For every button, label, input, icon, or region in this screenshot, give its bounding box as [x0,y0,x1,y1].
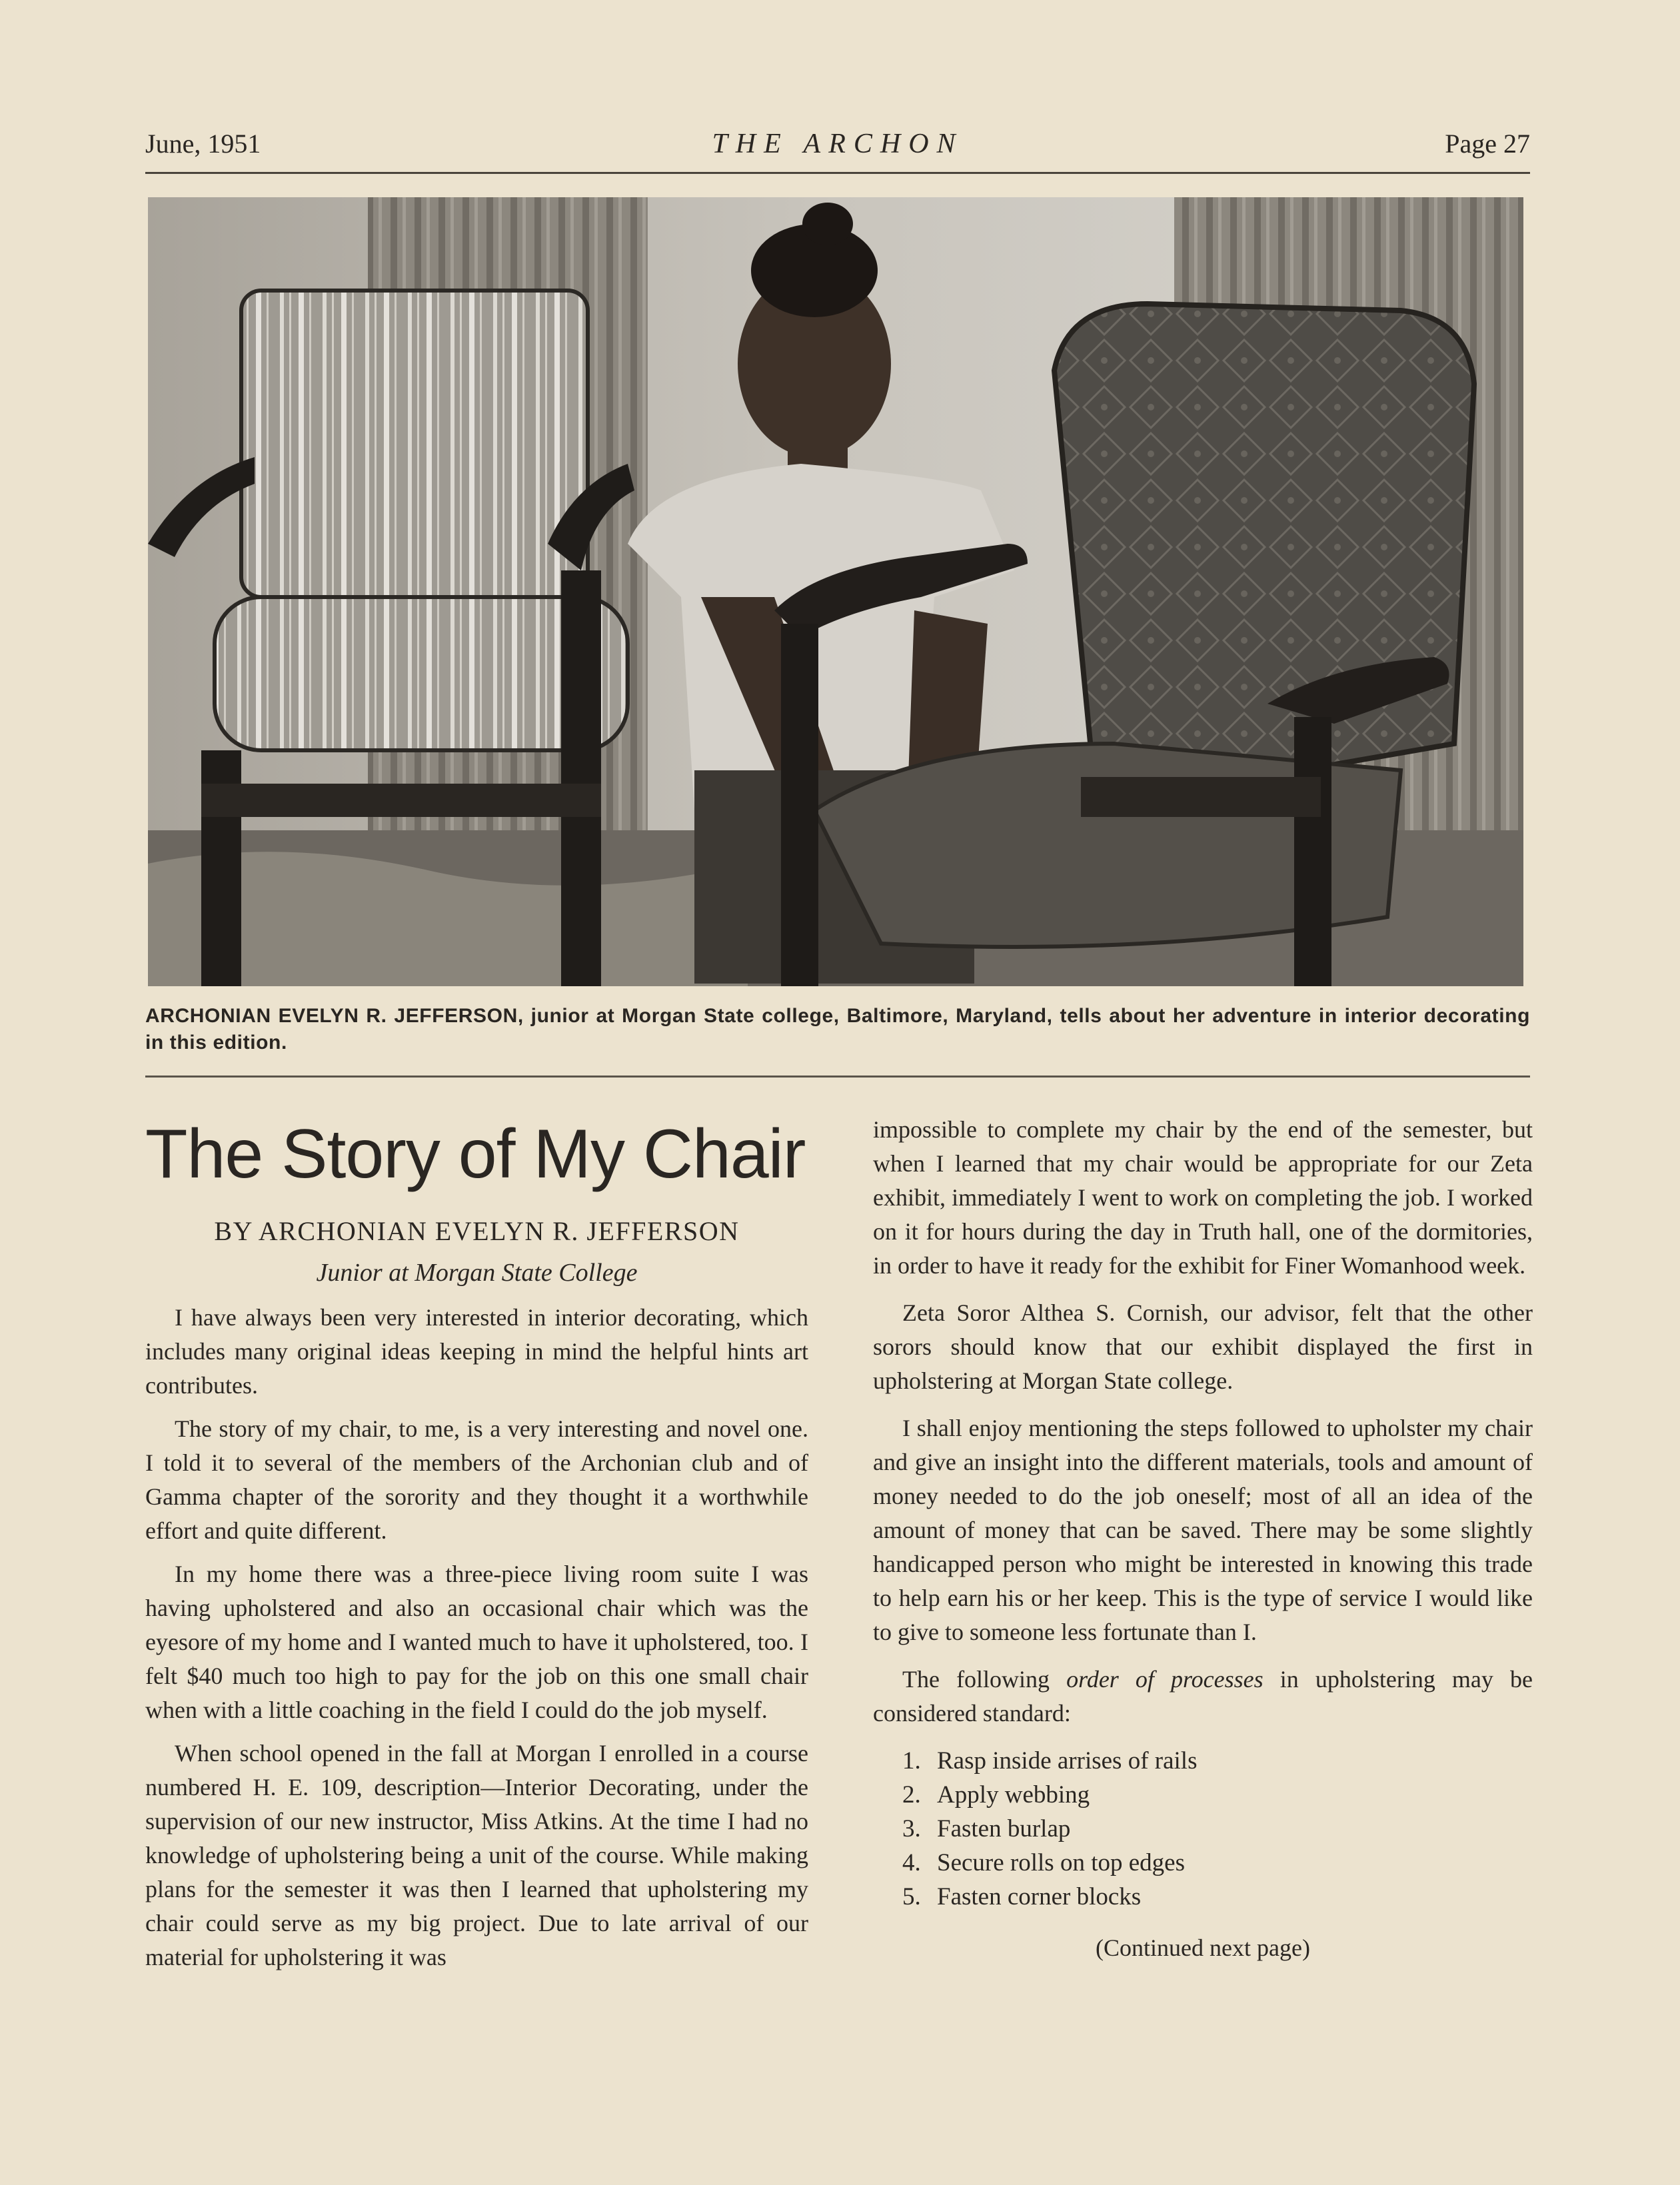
caption-rule [145,1076,1530,1078]
step-number: 2. [902,1781,921,1809]
paragraph: I have always been very interested in interior decorating, which includes many original ideas keeping in mind the helpful hints art contributes. [145,1304,808,1399]
left-column [145,1107,808,1984]
intro-emphasis: order of processes [1066,1666,1263,1693]
header-rule [145,172,1530,174]
step-number: 4. [902,1849,921,1876]
continued-note: (Continued next page) [1096,1934,1310,1961]
paragraph: The story of my chair, to me, is a very interesting and novel one. I told it to several of the members of the Archonian club and of Gamma chapter of the sorority and they thought it a worthwhile effort and quite different. [145,1415,808,1544]
running-header [145,128,1530,171]
paragraph: In my home there was a three-piece living room suite I was having upholstered and also an occasional chair which was the eyesore of my home and I wanted much to have it upholstered, too. I felt $40 much too high to pay for the job on this one small chair when with a little coaching in the field I could do the job myself. [145,1561,808,1723]
paragraph: When school opened in the fall at Morgan I enrolled in a course numbered H. E. 109, description—Interior Decorating, under the supervision of our new instructor, Miss Atkins. At the time I had no knowledge of upholstering being a unit of the course. While making plans for the semester it was then I learned that upholstering my chair could serve as my big project. Due to late arrival of our material for upholstering it was [145,1740,808,1970]
page-number: Page 27 [1445,129,1530,159]
author-affiliation: Junior at Morgan State College [316,1259,638,1287]
article-photo [148,197,1523,986]
issue-date: June, 1951 [145,129,261,159]
byline: BY ARCHONIAN EVELYN R. JEFFERSON [214,1216,740,1246]
step-number: 1. [902,1747,921,1775]
step-text: Rasp inside arrises of rails [937,1747,1198,1775]
step-text: Fasten corner blocks [937,1883,1142,1910]
process-steps-list [873,1744,1533,1914]
list-item [902,1778,1533,1812]
list-item [902,1744,1533,1778]
processes-intro [873,1663,1533,1731]
paragraph: I shall enjoy mentioning the steps followed to upholster my chair and give an insight into the different materials, tools and amount of money needed to do the job oneself; most of all an idea of the amount of money that can be saved. There may be some slightly handicapped person who might be interested in knowing this trade to help earn his or her keep. This is the type of service I would like to give to someone less fortunate than I. [873,1415,1533,1645]
paragraph: Zeta Soror Althea S. Cornish, our advisor, felt that the other sorors should know that our exhibit displayed the first in upholstering at Morgan State college. [873,1299,1533,1394]
list-item [902,1812,1533,1846]
publication-title: THE ARCHON [712,129,964,159]
step-number: 5. [902,1883,921,1910]
article-title: The Story of My Chair [145,1115,806,1193]
list-item [902,1880,1533,1914]
paragraph-continued: impossible to complete my chair by the end of the semester, but when I learned that my chair would be appropriate for our Zeta exhibit, immediately I went to work on completing the job. I worked on it for hours during the day in Truth hall, one of the dormitories, in order to have it ready for the exhibit for Finer Womanhood week. [873,1116,1533,1279]
photo-caption: ARCHONIAN EVELYN R. JEFFERSON, junior at Morgan State college, Baltimore, Maryland, tells about her adventure in interior decorating in this edition. [145,1005,1530,1054]
list-item [902,1846,1533,1880]
step-text: Apply webbing [937,1781,1090,1809]
right-column [873,1113,1533,1962]
step-number: 3. [902,1815,921,1842]
intro-text: The following [902,1666,1067,1693]
step-text: Secure rolls on top edges [937,1849,1185,1876]
intro-text: in upholstering may be considered standard: [873,1666,1533,1727]
step-text: Fasten burlap [937,1815,1071,1842]
